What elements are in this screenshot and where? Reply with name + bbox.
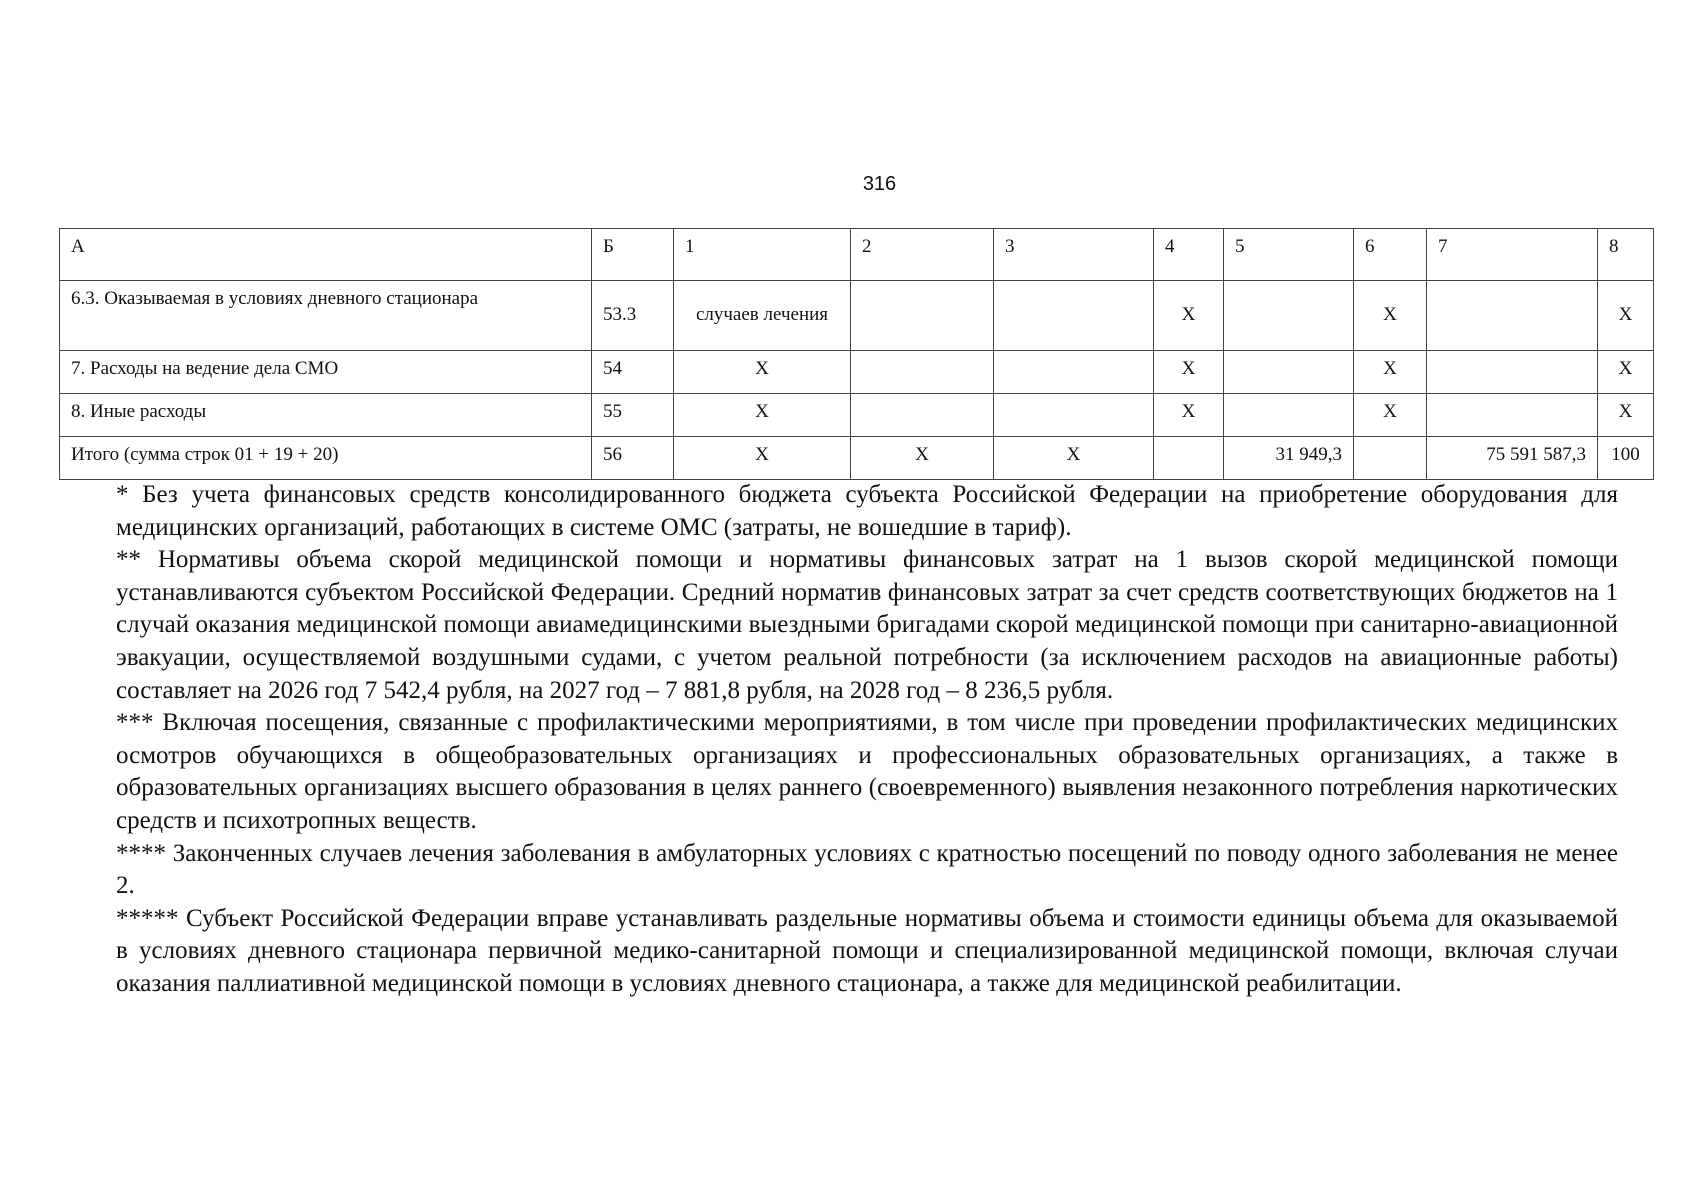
table-cell: X xyxy=(1154,281,1224,351)
table-cell xyxy=(1354,437,1427,480)
table-cell: 75 591 587,3 xyxy=(1427,437,1598,480)
row-code: 53.3 xyxy=(592,281,674,351)
table-cell xyxy=(851,394,994,437)
table-cell: 100 xyxy=(1598,437,1654,480)
table-cell xyxy=(994,394,1154,437)
row-label: Итого (сумма строк 01 + 19 + 20) xyxy=(60,437,592,480)
table-row xyxy=(60,394,1654,437)
page-number: 316 xyxy=(862,173,897,195)
header-cell: А xyxy=(60,229,592,281)
table-header-row xyxy=(60,229,1654,281)
table-cell xyxy=(1427,394,1598,437)
table-cell xyxy=(994,351,1154,394)
row-label: 6.3. Оказываемая в условиях дневного стационара xyxy=(60,281,592,351)
header-cell: 7 xyxy=(1427,229,1598,281)
table-cell: X xyxy=(1354,281,1427,351)
header-cell: 2 xyxy=(851,229,994,281)
header-cell: 8 xyxy=(1598,229,1654,281)
row-code: 54 xyxy=(592,351,674,394)
table-cell xyxy=(1154,437,1224,480)
footnote: * Без учета финансовых средств консолидированного бюджета субъекта Российской Федерации на приобретение оборудования для медицинских организаций, работающих в системе ОМС (затраты, не вошедшие в тариф). xyxy=(116,481,1618,541)
row-label: 8. Иные расходы xyxy=(60,394,592,437)
table-cell: X xyxy=(851,437,994,480)
row-label: 7. Расходы на ведение дела СМО xyxy=(60,351,592,394)
table-cell: случаев лечения xyxy=(674,281,851,351)
header-cell: 4 xyxy=(1154,229,1224,281)
data-table xyxy=(59,228,1654,480)
header-cell: 6 xyxy=(1354,229,1427,281)
table-row xyxy=(60,351,1654,394)
table-cell xyxy=(851,351,994,394)
table-total-row xyxy=(60,437,1654,480)
header-cell: 5 xyxy=(1224,229,1354,281)
table-cell xyxy=(1224,281,1354,351)
header-cell: 1 xyxy=(674,229,851,281)
table-cell: X xyxy=(1598,394,1654,437)
table-cell: X xyxy=(1598,351,1654,394)
table-cell: X xyxy=(1154,394,1224,437)
table-cell: X xyxy=(994,437,1154,480)
footnotes xyxy=(116,479,1618,1001)
table-cell xyxy=(1427,281,1598,351)
table-cell: X xyxy=(674,351,851,394)
table-cell xyxy=(1224,351,1354,394)
footnote: *** Включая посещения, связанные с профилактическими мероприятиями, в том числе при проведении профилактических медицинских осмотров обучающихся в общеобразовательных организациях и профессиональных образовательных организациях, а также в образовательных организациях высшего образования в целях раннего (своевременного) выявления незаконного потребления наркотических средств и психотропных веществ. xyxy=(116,709,1618,834)
header-cell: Б xyxy=(592,229,674,281)
table-cell: X xyxy=(1598,281,1654,351)
table-cell xyxy=(1224,394,1354,437)
table-cell: X xyxy=(1354,351,1427,394)
table-cell xyxy=(851,281,994,351)
table-cell: X xyxy=(1154,351,1224,394)
table-cell: 31 949,3 xyxy=(1224,437,1354,480)
table-row xyxy=(60,281,1654,351)
table-cell: X xyxy=(674,437,851,480)
footnote: **** Законченных случаев лечения заболевания в амбулаторных условиях с кратностью посещений по поводу одного заболевания не менее 2. xyxy=(116,839,1618,900)
footnote: ***** Субъект Российской Федерации вправе устанавливать раздельные нормативы объема и стоимости единицы объема для оказываемой в условиях дневного стационара первичной медико-санитарной помощи и специализированной медицинской помощи, включая случаи оказания паллиативной медицинской помощи в условиях дневного стационара, а также для медицинской реабилитации. xyxy=(116,904,1618,997)
row-code: 56 xyxy=(592,437,674,480)
table-cell xyxy=(1427,351,1598,394)
table-cell: X xyxy=(1354,394,1427,437)
table-cell xyxy=(994,281,1154,351)
footnote: ** Нормативы объема скорой медицинской помощи и нормативы финансовых затрат на 1 вызов скорой медицинской помощи устанавливаются субъектом Российской Федерации. Средний норматив финансовых затрат за счет средств соответствующих бюджетов на 1 случай оказания медицинской помощи авиамедицинскими выездными бригадами скорой медицинской помощи при санитарно-авиационной эвакуации, осуществляемой воздушными судами, с учетом реальной потребности (за исключением расходов на авиационные работы) составляет на 2026 год 7 542,4 рубля, на 2027 год – 7 881,8 рубля, на 2028 год – 8 236,5 рубля. xyxy=(116,546,1618,704)
table-cell: X xyxy=(674,394,851,437)
row-code: 55 xyxy=(592,394,674,437)
header-cell: 3 xyxy=(994,229,1154,281)
